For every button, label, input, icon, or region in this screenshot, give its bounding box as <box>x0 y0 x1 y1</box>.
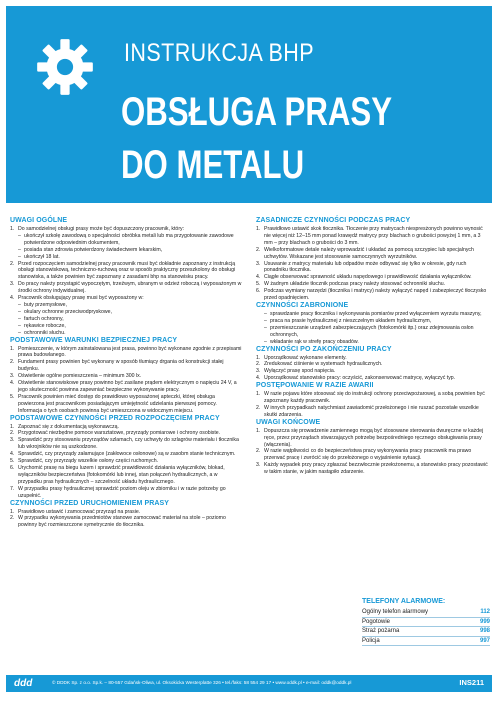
item-text: Wielkoformatowe detale należy wprowadzić i układać za pomocą szczypiec lub specjalnych uchwytów. Wskazane jest stosowanie samoczynnych wyrzutników. <box>264 246 474 260</box>
list-item <box>10 458 242 465</box>
list-item <box>10 394 242 415</box>
item-text: okulary ochronne przeciwodpryskowe, <box>24 308 112 315</box>
item-marker: – <box>264 317 267 324</box>
phone-row <box>362 637 490 647</box>
item-marker: 2. <box>256 361 261 368</box>
item-marker: 7. <box>10 485 15 492</box>
list-item <box>10 373 242 380</box>
item-marker: 4. <box>10 451 15 458</box>
list-item <box>10 346 242 360</box>
list-item <box>10 233 242 247</box>
item-text: W razie wątpliwości co do bezpieczeństwa pracy wykonywania pracy pracownik ma prawo przerwać pracę i zwrócić się do przełożonego o wyjaśnienie sytuacji. <box>264 448 472 462</box>
emergency-phones <box>362 598 490 646</box>
list-item <box>10 515 242 529</box>
section-during-work <box>256 217 488 302</box>
item-text: Oświetlenie ogólne pomieszczenia – minimum 300 lx. <box>18 373 142 380</box>
item-marker: 2. <box>256 246 261 253</box>
list-item <box>10 430 242 437</box>
item-text: Sprawdzić, czy przyrządy załamujące (zakłowoce osłonowe) są w zasobm stanie technicznym. <box>18 451 236 458</box>
item-marker: 3. <box>10 281 15 288</box>
section-title: ZASADNICZE CZYNNOŚCI PODCZAS PRACY <box>256 217 411 224</box>
item-text: praca na prasie hydraulicznej z nieszczelnym układem hydraulicznym, <box>270 317 432 324</box>
section-emergency <box>256 382 488 419</box>
item-marker: – <box>18 308 21 315</box>
item-text: Pracownik obsługujący prasę musi być wyposażony w: <box>18 295 144 302</box>
section-title: CZYNNOŚCI PO ZAKOŃCZENIU PRACY <box>256 345 392 353</box>
item-text: Prawidłowo ustawić skok tłocznika. Tłoczenie przy matrycach niespresżonych powinno wynosić nie więcej niż 12–15 mm ponad krawędź matrycy przy blachach o grubości powyżej 1 mm, a 3 mm – przy blachach o grubości do 3 mm. <box>264 226 483 246</box>
list-item <box>10 486 242 500</box>
section-list <box>10 226 242 337</box>
title-line-2: DO METALU <box>121 143 305 187</box>
item-marker: 1. <box>256 226 261 232</box>
section-title: POSTĘPOWANIE W RAZIE AWARII <box>256 382 374 390</box>
section-list <box>256 355 488 383</box>
section-title: PODSTAWOWE CZYNNOŚCI PRZED ROZPOCZĘCIEM PRACY <box>10 414 220 422</box>
item-text: Fundament prasy powinien być wykonany w sposób tłumiący drgania od konstrukcji stałej budynku. <box>18 359 224 373</box>
item-marker: – <box>18 253 21 260</box>
list-item <box>256 339 488 346</box>
item-text: Do samodzielnej obsługi prasy może być dopuszczony pracownik, który: <box>18 226 185 232</box>
item-marker: 6. <box>10 465 15 471</box>
section-title: UWAGI OGÓLNE <box>10 217 68 224</box>
section-list <box>256 391 488 419</box>
item-text: Sprawdzić, czy przyrządy wszelkie osłony części ruchomych. <box>18 458 159 465</box>
item-text: Przed rozpoczęciem samodzielnej pracy pracownik musi być dokładnie zapoznany z instrukcją obsługi stanowiskową, techniczno-ruchową oraz w sposób praktyczny przeszkolony do obsługi stanowiska, a także powinien być zapoznany z zasadami bhp na stanowisku pracy. <box>18 260 236 281</box>
item-marker: 3. <box>10 437 15 444</box>
list-item <box>10 302 242 309</box>
item-text: Do pracy należy przystąpić wypoczętym, trzeźwym, ubranym w odzież roboczą i wyposażonym w środki ochrony indywidualnej. <box>18 281 242 295</box>
phone-label: Straż pożarna <box>362 628 400 634</box>
document-code: INS211 <box>459 678 484 687</box>
phone-row <box>362 627 490 637</box>
publisher-logo: ddd <box>14 678 33 689</box>
item-text: buty przemysłowe, <box>24 301 67 308</box>
list-item <box>10 254 242 261</box>
list-item <box>10 424 242 431</box>
section-before-start <box>10 500 242 530</box>
item-marker: 1. <box>256 427 261 434</box>
phone-number: 112 <box>480 609 490 615</box>
item-marker: 1. <box>10 345 15 352</box>
list-item <box>10 437 242 451</box>
item-text: ukończył 18 lat. <box>24 253 60 260</box>
list-item <box>256 247 488 261</box>
list-item <box>10 226 242 233</box>
list-item <box>10 261 242 282</box>
item-text: Ciągłe obserwować sprawność układu napędowego i prawidłowość działania wyłączników. <box>264 274 472 281</box>
item-text: W innych przypadkach natychmiast zawiadomić przełożonego i nie ruszać pozostałe wszelkie skutki zdarzenia. <box>264 404 479 418</box>
item-text: wkładanie rąk w strefę pracy obsadów. <box>270 338 359 345</box>
item-text: Uporządkować stanowisko pracy: oczyścić, zakonserwować matrycę, wyłączyć typ. <box>264 375 456 382</box>
phone-number: 998 <box>479 628 490 634</box>
list-item <box>10 509 242 516</box>
section-final-remarks <box>256 419 488 476</box>
section-list <box>10 509 242 530</box>
item-marker: 3. <box>256 368 261 375</box>
item-text: Zredukować ciśnienie w systemach hydraulicznych. <box>264 361 383 368</box>
phone-row <box>362 618 490 628</box>
item-marker: 4. <box>256 274 261 281</box>
list-item <box>10 330 242 337</box>
list-item <box>10 323 242 330</box>
item-marker: 6. <box>256 288 261 295</box>
item-text: Zapoznać się z dokumentacją wykonawczą. <box>18 423 119 430</box>
list-item <box>256 325 488 339</box>
list-item <box>10 316 242 323</box>
footer-bar <box>6 675 492 692</box>
item-marker: – <box>18 315 21 322</box>
item-text: W przypadku wykonywania przedmiotów stanowe zamocować materiał na stole – poziomo powinny być rozmieszczone symetrycznie do tłocznika. <box>18 515 226 529</box>
item-marker: 3. <box>10 373 15 380</box>
item-text: Prawidłowo ustawić i zamocować przyrząd na prasie. <box>18 508 141 515</box>
phones-title: TELEFONY ALARMOWE: <box>362 598 446 605</box>
item-text: Uporządkować wykonane elementy. <box>264 354 347 361</box>
list-item <box>256 448 488 462</box>
item-text: W przypadku prasy hydraulicznej sprawdzić poziom oleju w zbiorniku i w razie potrzeby go uzupełnić. <box>18 485 226 499</box>
footer-address: © DDDK Sp. z o.o. Sp.k. – 80-557 Gdańsk-Oliwa, ul. Oksokicka Westerplatte 326 • tel./faks: 58 554 29 17 • www.oddk.pl • e-mail: oddk@oddk.pl <box>52 680 352 685</box>
list-item <box>256 391 488 405</box>
section-before-work <box>10 415 242 500</box>
phone-number: 997 <box>479 637 490 644</box>
item-text: Dopuszcza się prowadzenie zamiennego mogą być stosowane sterowania dwuręczne w każdej ręce, przez przyrządach stwarzających potrzebę bezpośredniego ręcznego obsługiwania prasy (włączenia). <box>264 427 484 448</box>
section-list <box>256 428 488 476</box>
section-list <box>256 226 488 302</box>
list-item <box>10 465 242 486</box>
list-item <box>256 311 488 318</box>
item-marker: – <box>18 301 21 308</box>
item-text: ukończył szkołę zawodową o specjalności obróbka metali lub ma przygotowanie zawodowe potwierdzone odpowiednim dokumentem, <box>24 232 234 246</box>
item-text: Przygotować niezbędne pomoce warsztatowe, przyrządy pomiarowe i ochrony osobiste. <box>18 430 221 437</box>
item-text: rękawice robocze, <box>24 322 66 329</box>
list-item <box>256 428 488 449</box>
list-item <box>10 281 242 295</box>
item-text: Pomieszczenie, w którym zainstalowana jest prasa, powinno być wykonane zgodnie z przepisami prawa budowlanego. <box>18 345 242 359</box>
section-list <box>10 424 242 500</box>
list-item <box>256 355 488 362</box>
item-marker: 1. <box>256 391 261 398</box>
section-title: CZYNNOŚCI ZABRONIONE <box>256 301 349 309</box>
list-item <box>10 380 242 394</box>
item-marker: 1. <box>10 508 15 515</box>
title-line-1: OBSŁUGA PRASY <box>121 90 393 134</box>
item-marker: 2. <box>10 359 15 366</box>
list-item <box>10 359 242 373</box>
list-item <box>256 361 488 368</box>
item-text: Urychomić prasę na biegu luzem i sprawdzić prawidłowość działania wyłączników, blokad, wyłączników bezpieczeństwa (fotokomórki lub innej, stan połączeń hydraulicznych, a w przypadku pras hydraulicznych – szczelność układu hydraulicznego. <box>18 465 225 485</box>
item-marker: 2. <box>256 448 261 455</box>
item-text: Każdy wypadek przy pracy zgłaszać bezzwłocznie przełożonemu, a stanowisko pracy pozostawić w takim stanie, w jakim nastąpiło zdarzenie. <box>264 462 488 476</box>
section-forbidden <box>256 302 488 346</box>
item-marker: 4. <box>10 380 15 387</box>
item-text: W żadnym układzie tłocznik podczas pracy należy stosować ochronniki słuchu. <box>264 281 446 288</box>
item-text: Wyłączyć prasę spod napięcia. <box>264 368 336 375</box>
item-text: Sprawdzić przy stosowaniu przyrządów szlamach, czy uchwyty do szlagrów materiału i tłocznika lub wkrojników nie są uszkodzone. <box>18 437 239 451</box>
item-text: ochronniki słuchu. <box>24 329 66 336</box>
item-marker: 3. <box>256 462 261 469</box>
gear-icon <box>36 38 94 96</box>
item-text: przemieszczanie urządzeń zabezpieczających (fotokomórki itp.) oraz zdejmowania osłon ochronnych, <box>270 324 474 338</box>
section-title: UWAGI KOŃCOWE <box>256 418 321 426</box>
item-marker: – <box>264 324 267 331</box>
item-marker: 2. <box>10 260 15 267</box>
item-marker: – <box>264 338 267 345</box>
document-title <box>121 86 417 192</box>
document-subtitle: INSTRUKCJA BHP <box>124 39 315 67</box>
list-item <box>256 261 488 275</box>
phone-label: Ogólny telefon alarmowy <box>362 609 429 615</box>
item-marker: – <box>18 246 21 253</box>
item-marker: – <box>18 329 21 336</box>
item-marker: – <box>264 310 267 317</box>
item-text: W razie pojawu które stosować się do instrukcji ochrony przeciwpożarowej, a sobą powinien być zapoznany każdy pracownik. <box>264 391 485 405</box>
item-text: Usuwanie z matrycy materiału lub odpadów może odbywać się tylko w okresie, gdy ruch ponadniku tłocznika. <box>264 260 467 274</box>
item-marker: – <box>18 232 21 239</box>
item-marker: 2. <box>256 404 261 411</box>
item-marker: 2. <box>10 515 15 522</box>
list-item <box>10 295 242 302</box>
phone-label: Pogotowie <box>362 618 391 625</box>
phone-row <box>362 608 490 618</box>
list-item <box>10 247 242 254</box>
item-marker: 4. <box>256 375 261 382</box>
item-marker: 1. <box>10 423 15 430</box>
section-safe-work-conditions <box>10 337 242 415</box>
item-text: sprawdzanie pracy tłocznika i wykonywania pomiarów przed wyłączeniem wyrzutu maszyny, <box>270 310 482 317</box>
list-item <box>256 288 488 302</box>
list-item <box>256 375 488 382</box>
list-item <box>256 405 488 419</box>
item-text: posiada stan zdrowia potwierdzony świadectwem lekarskim, <box>24 246 163 253</box>
list-item <box>10 451 242 458</box>
list-item <box>256 226 488 247</box>
list-item <box>256 462 488 476</box>
item-text: fartuch ochronny, <box>24 315 64 322</box>
item-marker: 1. <box>10 226 15 232</box>
header-banner <box>6 6 492 203</box>
section-list <box>256 311 488 346</box>
item-marker: 1. <box>256 354 261 361</box>
item-marker: 5. <box>10 458 15 465</box>
item-marker: 5. <box>256 281 261 288</box>
phone-label: Policja <box>362 637 380 644</box>
item-marker: 4. <box>10 295 15 302</box>
list-item <box>256 318 488 325</box>
list-item <box>256 274 488 281</box>
list-item <box>10 309 242 316</box>
phone-number: 999 <box>479 618 490 625</box>
item-marker: 5. <box>10 393 15 400</box>
section-list <box>10 346 242 415</box>
item-text: Podczas wymiany narzędzi (tłocznika i matrycy) należy wyłączyć napęd i zabezpieczyć tłoczysko przed opadnięciem. <box>264 288 487 302</box>
right-column <box>256 217 488 476</box>
section-title: PODSTAWOWE WARUNKI BEZPIECZNEJ PRACY <box>10 336 178 344</box>
section-title: CZYNNOŚCI PRZED URUCHOMIENIEM PRASY <box>10 499 170 507</box>
left-column <box>10 217 242 529</box>
item-marker: 2. <box>10 430 15 437</box>
item-marker: – <box>18 322 21 329</box>
section-general-remarks <box>10 217 242 337</box>
section-after-work <box>256 346 488 383</box>
item-text: Pracownik powinien mieć dostęp do prawidłowo wyposażonej apteczki, której obsługa powierzona jest pracownikom posiadającym umiejętność udzielania pierwszej pomocy. Informacja o tych osobach powinna być umieszczona w widocznym miejscu. <box>18 393 217 414</box>
list-item <box>256 368 488 375</box>
item-marker: 3. <box>256 260 261 267</box>
item-text: Oświetlenie stanowiskowe prasy powinno być zasilane prądem elektrycznym o napięciu 24 V, a jego skuteczność powinna zapewniać bezpieczne wykonywanie pracy. <box>18 380 237 393</box>
list-item <box>256 281 488 288</box>
